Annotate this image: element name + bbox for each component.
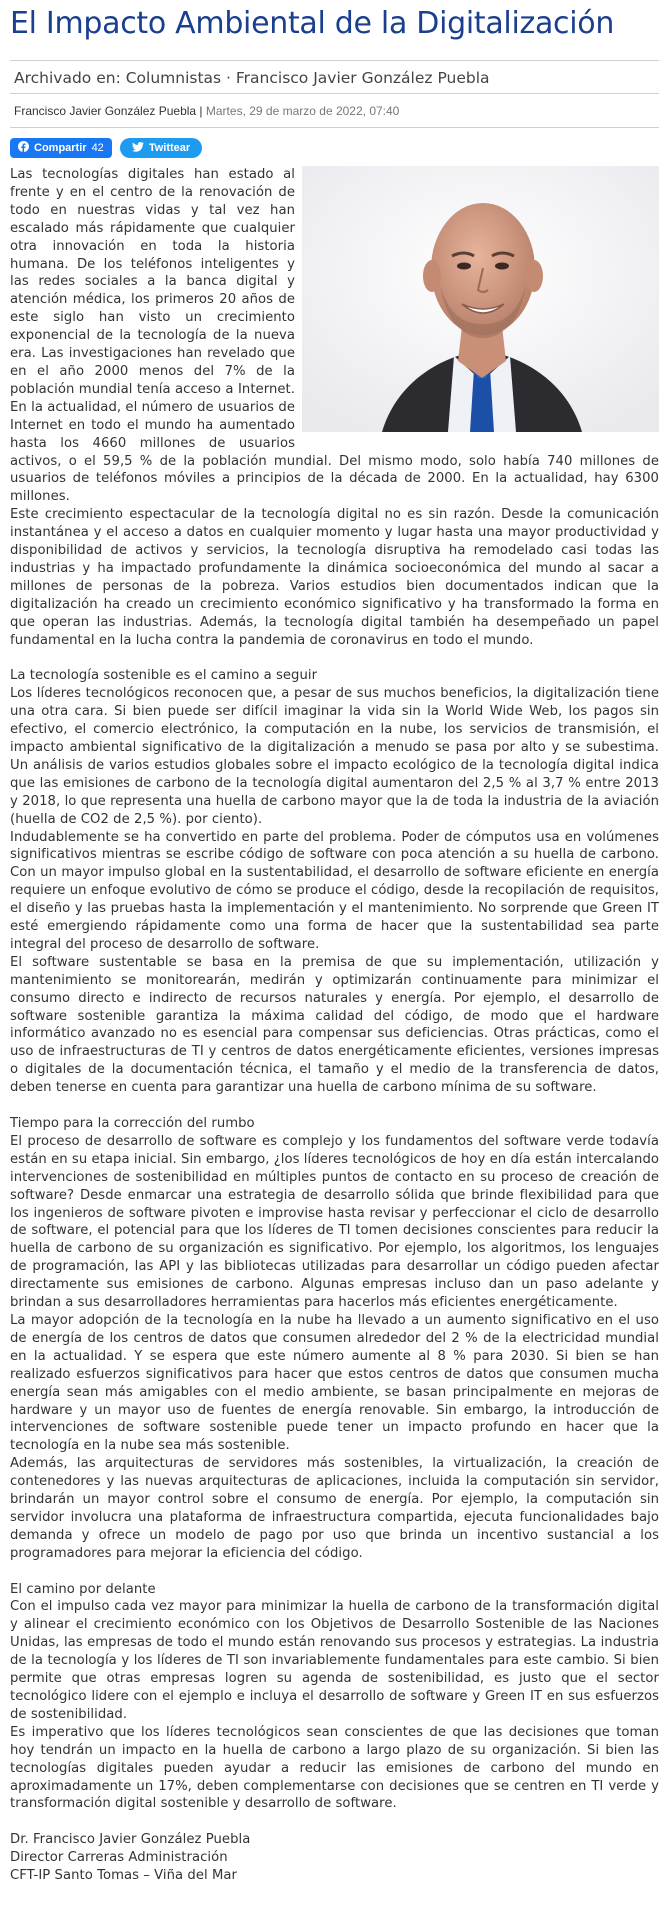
paragraph-6: El proceso de desarrollo de software es complejo y los fundamentos del software verde todavía están en su etapa inicial. Sin embargo, ¿los líderes tecnológicos de hoy en día están intercalando intervenciones de sostenibilidad en múltiples puntos de contacto en su proceso de creación de software? Desde enmarcar una estrategia de desarrollo sólida que brinde flexibilidad para que los ingenieros de software pivoten e improvise hasta revisar y perfeccionar el ciclo de desarrollo de software, el potencial para que los líderes de TI tomen decisiones conscientes para reducir la huella de carbono de su organización es significativo. Por ejemplo, los algoritmos, los lenguajes de programación, las API y las bibliotecas utilizadas para desarrollar un código pueden afectar directamente sus emisiones de carbono. Algunas empresas incluso dan un paso adelante y brindan a sus desarrolladores herramientas para hacerlos más eficientes energéticamente. xyxy=(10,1133,659,1311)
signature-name: Dr. Francisco Javier González Puebla xyxy=(10,1832,251,1848)
facebook-share-count: 42 xyxy=(91,142,104,154)
twitter-share-label: Twittear xyxy=(148,142,191,154)
section-heading-1: La tecnología sostenible es el camino a seguir xyxy=(10,668,318,684)
paragraph-2: Este crecimiento espectacular de la tecnología digital no es sin razón. Desde la comunicación instantánea y el acceso a datos en cualquier momento y lugar hasta una mayor productividad y disponibilidad de activos y servicios, la tecnología disruptiva ha remodelado casi todas las industrias y ha impactado profundamente la dinámica socioeconómica del mundo al sacar a millones de personas de la pobreza. Varios estudios bien documentados indican que la digitalización ha creado un crecimiento económico significativo y ha transformado la forma en que operan las industrias. Además, la tecnología digital también ha desempeñado un papel fundamental en la lucha contra la pandemia de coronavirus en todo el mundo. xyxy=(10,507,659,648)
publish-date: Martes, 29 de marzo de 2022, 07:40 xyxy=(205,104,400,118)
paragraph-3: Los líderes tecnológicos reconocen que, a pesar de sus muchos beneficios, la digitalización tiene una otra cara. Si bien puede ser difícil imaginar la vida sin la World Wide Web, los pagos sin efectivo, el comercio electrónico, la computación en la nube, los servicios de transmisión, el impacto ambiental significativo de la digitalización a menudo se pasa por alto y se subestima. Un análisis de varios estudios globales sobre el impacto ecológico de la tecnología digital indica que las emisiones de carbono de la tecnología digital aumentaron del 2,5 % al 3,7 % entre 2013 y 2018, lo que representa una huella de carbono mayor que la de toda la industria de la aviación (huella de CO2 de 2,5 %). por ciento). xyxy=(10,686,659,827)
facebook-share-button[interactable] xyxy=(10,138,112,158)
paragraph-4: Indudablemente se ha convertido en parte del problema. Poder de cómputos usa en volúmenes significativos mientras se escribe código de software con poca atención a su huella de carbono. Con un mayor impulso global en la sustentabilidad, el desarrollo de software eficiente en energía requiere un enfoque evolutivo de cómo se produce el código, desde la recopilación de requisitos, el diseño y las pruebas hasta la implementación y el mantenimiento. No sorprende que Green IT esté emergiendo rápidamente como una forma de hacer que la sustentabilidad sea parte integral del proceso de desarrollo de software. xyxy=(10,829,659,952)
byline-separator: | xyxy=(196,104,206,118)
signature-org: CFT-IP Santo Tomas – Viña del Mar xyxy=(10,1868,237,1884)
paragraph-5: El software sustentable se basa en la premisa de que su implementación, utilización y mantenimiento se monitorearán, medirán y optimizarán continuamente para minimizar el consumo directo e indirecto de recursos naturales y energía. Por ejemplo, el desarrollo de software sostenible garantiza la máxima calidad del código, de modo que el hardware informático avanzado no es esencial para compensar sus deficiencias. Otras prácticas, como el uso de infraestructuras de TI y centros de datos energéticamente eficientes, versiones impresas o digitales de la documentación técnica, el tamaño y el medio de la transferencia de datos, deben tenerse en cuenta para garantizar una huella de carbono mínima de su software. xyxy=(10,954,659,1096)
section-heading-2: Tiempo para la corrección del rumbo xyxy=(10,1116,255,1131)
section-heading-3: El camino por delante xyxy=(10,1581,156,1597)
filed-under[interactable]: Archivado en: Columnistas · Francisco Javier González Puebla xyxy=(10,60,659,94)
twitter-icon xyxy=(132,142,144,155)
share-bar xyxy=(10,138,659,160)
paragraph-10: Es imperativo que los líderes tecnológicos sean conscientes de que las decisiones que toman hoy tendrán un impacto en la huella de carbono a largo plazo de su organización. Si bien las tecnologías digitales pueden ayudar a reducir las emisiones de carbono del mundo en aproximadamente un 17%, deben complementarse con decisiones que se centren en TI verde y transformación digital sostenible y desarrollo de software. xyxy=(10,1724,659,1812)
paragraph-7: La mayor adopción de la tecnología en la nube ha llevado a un aumento significativo en el uso de energía de los centros de datos que consumen alrededor del 2 % de la electricidad mundial en la actualidad. Y se espera que este número aumente al 8 % para 2030. Si bien se han realizado esfuerzos significativos para hacer que estos centros de datos que consumen mucha energía sean más amigables con el medio ambiente, se basan principalmente en mejoras de hardware y un mayor uso de fuentes de energía renovable. Sin embargo, la introducción de intervenciones de software sostenible puede tener un impacto profundo en hacer que la tecnología en la nube sea más sostenible. xyxy=(10,1312,659,1454)
byline xyxy=(10,94,659,128)
paragraph-9: Con el impulso cada vez mayor para minimizar la huella de carbono de la transformación digital y alinear el crecimiento económico con los Objetivos de Desarrollo Sostenible de las Naciones Unidas, las empresas de todo el mundo están renovando sus procesos y estrategias. La industria de la tecnología y los líderes de TI son invariablemente fundamentales para este cambio. Si bien permite que otras empresas logren su agenda de sostenibilidad, es justo que el sector tecnológico lidere con el ejemplo e incluya el desarrollo de software y Green IT en sus esfuerzos de sostenibilidad. xyxy=(10,1599,659,1722)
paragraph-1: Las tecnologías digitales han estado al frente y en el centro de la renovación de todo en nuestras vidas y tal vez han escalado más rápidamente que cualquier otra innovación en toda la historia humana. De los teléfonos inteligentes y las redes sociales a la banca digital y atención médica, los primeros 20 años de este siglo han visto un crecimiento exponencial de la tecnología de la nueva era. Las investigaciones han revelado que en el año 2000 menos del 7% de la población mundial tenía acceso a Internet. En la actualidad, el número de usuarios de Internet en todo el mundo ha aumentado hasta los 4660 millones de usuarios activos, o el 59,5 % de la población mundial. Del mismo modo, solo había 740 millones de usuarios de teléfonos móviles a principios de la década de 2000. En la actualidad, hay 6300 millones. xyxy=(10,167,659,505)
article-title: El Impacto Ambiental de la Digitalización xyxy=(10,6,615,41)
facebook-share-label: Compartir xyxy=(34,142,87,154)
author-photo xyxy=(302,166,659,432)
twitter-share-button[interactable] xyxy=(120,138,202,158)
facebook-icon xyxy=(18,141,29,155)
paragraph-8: Además, las arquitecturas de servidores más sostenibles, la virtualización, la creación de contenedores y las nuevas arquitecturas de aplicaciones, incluida la computación sin servidor, brindarán un mayor control sobre el consumo de energía. Por ejemplo, la computación sin servidor involucra una plataforma de infraestructura compartida, ejecuta funcionalidades bajo demanda y ofrece un modelo de pago por uso que brinda un incentivo sustancial a los programadores para mejorar la eficiencia del código. xyxy=(10,1456,659,1561)
signature-role: Director Carreras Administración xyxy=(10,1850,228,1866)
article-body xyxy=(10,166,659,1885)
author-name: Francisco Javier González Puebla xyxy=(14,104,197,118)
